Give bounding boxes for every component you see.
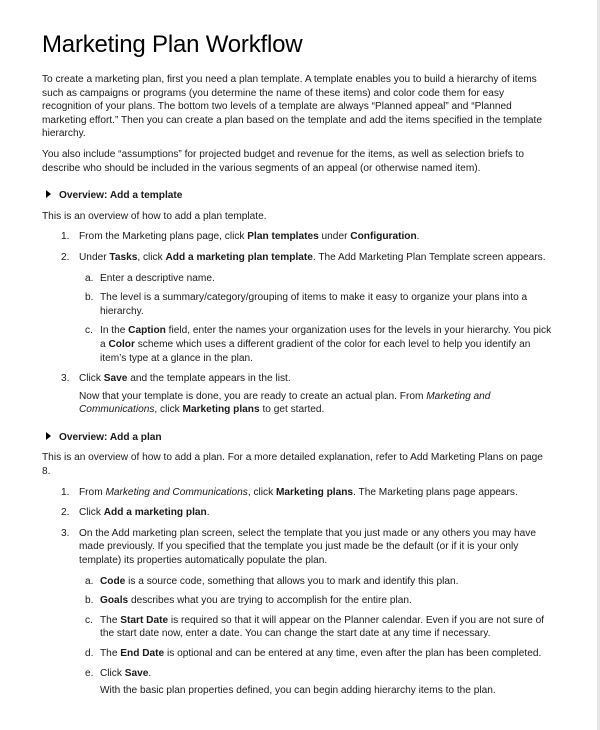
substep-text: The <box>100 648 121 659</box>
list-item <box>79 291 552 318</box>
step-number: 1. <box>61 231 70 243</box>
step-number: 1. <box>61 486 70 498</box>
step-bold: Tasks <box>109 251 138 263</box>
list-item <box>42 506 552 520</box>
substep-letter: c. <box>85 614 93 626</box>
list-item <box>79 272 552 286</box>
collapse-arrow-icon <box>46 190 51 198</box>
step-number: 3. <box>61 373 70 385</box>
template-steps-list <box>42 230 552 417</box>
step-text: , click <box>247 486 276 498</box>
substep-text: scheme which uses a different gradient of the color for each level to help you identify an item’s type at a glance in the plan. <box>100 338 531 364</box>
substep-text: In the <box>100 325 129 337</box>
step-text: and the template appears in the list. <box>127 373 291 385</box>
step-bold: Marketing plans <box>275 486 354 498</box>
page-title: Marketing Plan Workflow <box>42 31 303 58</box>
step-text: , click <box>137 251 166 263</box>
substep-bold: Code <box>100 575 126 587</box>
substep-letter: a. <box>85 575 94 587</box>
substep-text: Click <box>100 667 125 679</box>
step-bold: Save <box>103 373 128 385</box>
section-lead: This is an overview of how to add a plan template. <box>42 210 267 222</box>
substep-bold: Color <box>108 338 135 350</box>
step-text: Click <box>79 507 104 519</box>
step-text: . The Add Marketing Plan Template screen appears. <box>312 251 546 263</box>
step-bold: Plan templates <box>247 231 319 243</box>
section-heading-text: Overview: Add a plan <box>59 431 162 443</box>
step-number: 3. <box>61 527 70 539</box>
plan-steps-list <box>42 486 552 698</box>
substep-text: is required so that it will appear on the Planner calendar. Even if you are not sure of the start date now, enter a date. You can change the start date at any time if necessary. <box>100 614 545 640</box>
note-bold: Marketing plans <box>182 404 260 416</box>
plan-substeps-list <box>79 575 552 698</box>
list-item <box>42 230 552 244</box>
closing-note: With the basic plan properties defined, you can begin adding hierarchy items to the plan. <box>100 685 496 697</box>
list-item <box>79 594 552 608</box>
substep-letter: b. <box>85 595 94 607</box>
step-bold: Add a marketing plan template <box>165 251 313 263</box>
step-bold: Configuration <box>350 231 417 243</box>
list-item <box>42 527 552 698</box>
document-body <box>42 73 552 705</box>
intro-paragraph-2: You also include “assumptions” for projected budget and revenue for the items, as well as selection briefs to describe who should be included in the various segments of an appeal (or otherwise named item). <box>42 148 524 174</box>
step-text: . <box>416 231 420 243</box>
substep-letter: c. <box>85 325 93 337</box>
step-text: . The Marketing plans page appears. <box>353 486 518 498</box>
step-number: 2. <box>61 251 70 263</box>
list-item <box>42 486 552 500</box>
step-text: From <box>79 486 106 498</box>
substep-text: Enter a descriptive name. <box>100 272 215 284</box>
step-italic: Marketing and Communications <box>105 486 248 498</box>
substep-text: . <box>148 667 152 679</box>
substep-text: The level is a summary/category/grouping of items to make it easy to organize your plans into a hierarchy. <box>100 292 528 317</box>
step-text: under <box>318 231 351 243</box>
step-number: 2. <box>61 507 70 519</box>
list-item <box>79 667 552 698</box>
note-italic: Marketing and Communications <box>79 390 491 416</box>
step-text: . <box>206 507 210 519</box>
substep-letter: e. <box>85 667 94 679</box>
section-heading-text: Overview: Add a template <box>59 190 183 202</box>
substep-text: is optional and can be entered at any time, even after the plan has been completed. <box>164 648 542 659</box>
section-heading-add-template <box>42 189 552 203</box>
list-item <box>42 251 552 365</box>
substep-bold: Save <box>124 667 149 679</box>
list-item <box>79 324 552 365</box>
note-text: to get started. <box>259 404 325 416</box>
substep-letter: d. <box>85 648 94 659</box>
intro-paragraph-1: To create a marketing plan, first you need a plan template. A template enables you to build a hierarchy of items such as campaigns or programs (you determine the name of these items) and color code them for easy recognition of your plans. The bottom two levels of a template are always “Planned appeal” and “Planned marketing effort.” Then you can create a plan based on the template and add the items specified in the template hierarchy. <box>42 74 542 140</box>
substep-bold: End Date <box>120 648 165 659</box>
list-item <box>79 647 552 661</box>
step-text: Under <box>79 251 110 263</box>
substep-letter: a. <box>85 272 94 284</box>
template-substeps-list <box>79 272 552 366</box>
substep-text: is a source code, something that allows you to mark and identify this plan. <box>125 575 459 587</box>
substep-text: describes what you are trying to accomplish for the entire plan. <box>128 595 412 607</box>
substep-bold: Caption <box>128 325 166 337</box>
step-note <box>79 390 552 417</box>
collapse-arrow-icon <box>46 432 51 440</box>
step-text: Click <box>79 373 104 385</box>
section-heading-add-plan <box>42 431 552 445</box>
substep-letter: b. <box>85 292 94 304</box>
substep-bold: Start Date <box>120 614 169 626</box>
step-text: From the Marketing plans page, click <box>79 231 248 243</box>
substep-text: field, enter the names your organization uses for the levels in your hierarchy. You pick a <box>100 325 552 350</box>
list-item <box>79 575 552 589</box>
substep-text: The <box>100 614 121 626</box>
substep-bold: Goals <box>100 595 129 607</box>
list-item <box>79 614 552 641</box>
note-text: Now that your template is done, you are ready to create an actual plan. From <box>79 390 427 402</box>
step-bold: Add a marketing plan <box>103 507 207 519</box>
list-item <box>42 372 552 417</box>
step-text: On the Add marketing plan screen, select the template that you just made or any others you may have made previously. If you specified that the template you just made be the default (or if it is your only template) its properties automatically populate the plan. <box>79 527 537 567</box>
note-text: , click <box>154 404 183 416</box>
section-lead: This is an overview of how to add a plan. For a more detailed explanation, refer to Add Marketing Plans on page 8. <box>42 452 543 478</box>
